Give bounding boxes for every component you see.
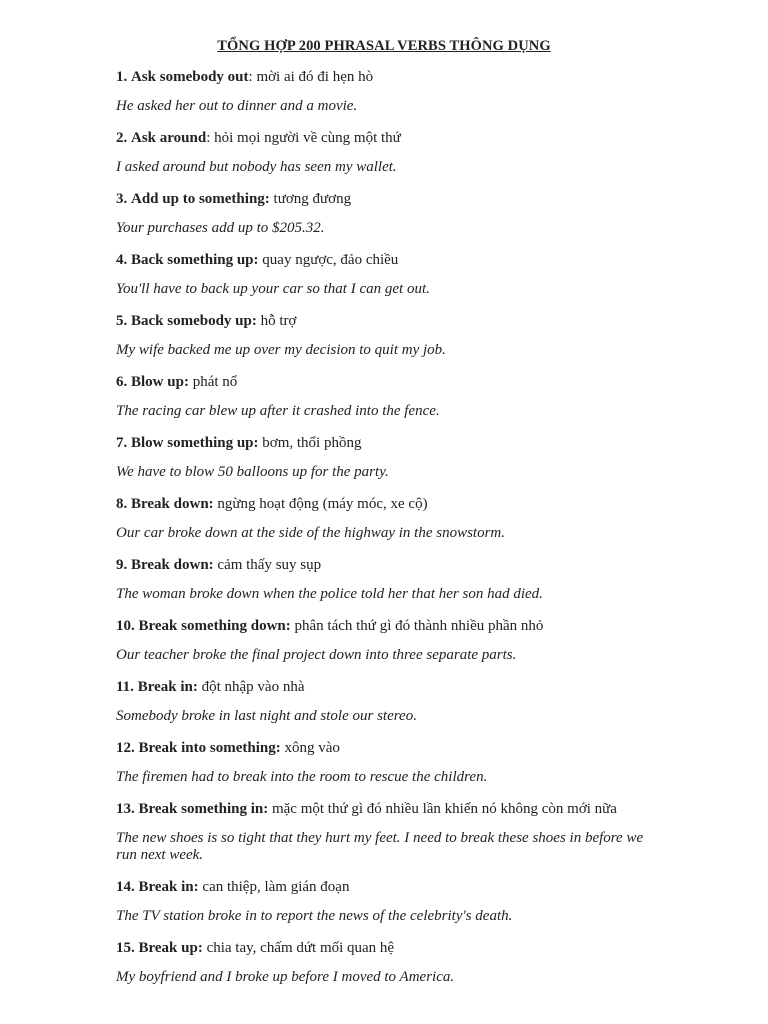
entry-separator: : bbox=[248, 69, 257, 85]
entry-number: 7. bbox=[116, 435, 128, 451]
entry-number: 6. bbox=[116, 374, 128, 390]
entry-term: Break in: bbox=[137, 679, 198, 695]
list-item bbox=[116, 67, 656, 115]
entry-number: 4. bbox=[116, 252, 128, 268]
list-item bbox=[116, 616, 656, 664]
entry-definition bbox=[116, 494, 656, 514]
entry-separator: : bbox=[206, 130, 215, 146]
entry-example: He asked her out to dinner and a movie. bbox=[116, 97, 358, 114]
entry-term: Ask somebody out bbox=[131, 69, 249, 85]
entry-number: 12. bbox=[116, 740, 135, 756]
entry-meaning: hỗ trợ bbox=[260, 313, 297, 329]
entry-term: Blow up: bbox=[131, 374, 189, 390]
entry-example: Somebody broke in last night and stole our stereo. bbox=[116, 707, 417, 724]
list-item bbox=[116, 189, 656, 237]
entry-meaning: đột nhập vào nhà bbox=[201, 679, 305, 695]
entry-term: Break into something: bbox=[138, 740, 281, 756]
entry-example: We have to blow 50 balloons up for the party. bbox=[116, 463, 389, 480]
entry-number: 13. bbox=[116, 801, 135, 817]
entry-example: The new shoes is so tight that they hurt my feet. I need to break these shoes in before we run next week. bbox=[116, 829, 644, 863]
entry-definition bbox=[116, 555, 656, 575]
entry-meaning: mặc một thứ gì đó nhiều lần khiến nó không còn mới nữa bbox=[271, 801, 617, 817]
entry-term: Back somebody up: bbox=[131, 313, 257, 329]
entry-definition bbox=[116, 677, 656, 697]
entry-definition bbox=[116, 372, 656, 392]
entry-example: The TV station broke in to report the news of the celebrity's death. bbox=[116, 907, 513, 924]
entry-number: 1. bbox=[116, 69, 128, 85]
list-item bbox=[116, 311, 656, 359]
entry-number: 8. bbox=[116, 496, 128, 512]
entry-example: Your purchases add up to $205.32. bbox=[116, 219, 325, 236]
entry-definition bbox=[116, 128, 656, 148]
entry-term: Break up: bbox=[138, 940, 203, 956]
entry-example: The woman broke down when the police told her that her son had died. bbox=[116, 585, 543, 602]
entry-term: Blow something up: bbox=[131, 435, 259, 451]
list-item bbox=[116, 677, 656, 725]
entry-number: 5. bbox=[116, 313, 128, 329]
entry-definition bbox=[116, 799, 656, 819]
list-item bbox=[116, 877, 656, 925]
list-item bbox=[116, 433, 656, 481]
entry-definition bbox=[116, 250, 656, 270]
entry-number: 9. bbox=[116, 557, 128, 573]
entry-term: Back something up: bbox=[131, 252, 259, 268]
list-item bbox=[116, 938, 656, 986]
entry-term: Break down: bbox=[131, 496, 214, 512]
entry-definition bbox=[116, 433, 656, 453]
entry-number: 14. bbox=[116, 879, 135, 895]
phrasal-verb-list bbox=[116, 67, 656, 999]
entry-number: 11. bbox=[116, 679, 134, 695]
entry-term: Add up to something: bbox=[131, 191, 270, 207]
entry-meaning: ngừng hoạt động (máy móc, xe cộ) bbox=[217, 496, 428, 512]
list-item bbox=[116, 799, 656, 864]
entry-number: 3. bbox=[116, 191, 128, 207]
entry-definition bbox=[116, 616, 656, 636]
entry-term: Break something down: bbox=[138, 618, 291, 634]
document-title: TỔNG HỢP 200 PHRASAL VERBS THÔNG DỤNG bbox=[217, 38, 551, 54]
entry-example: Our teacher broke the final project down into three separate parts. bbox=[116, 646, 517, 663]
entry-term: Break down: bbox=[131, 557, 214, 573]
entry-meaning: hỏi mọi người về cùng một thứ bbox=[214, 130, 401, 146]
entry-example: The racing car blew up after it crashed into the fence. bbox=[116, 402, 440, 419]
list-item bbox=[116, 494, 656, 542]
list-item bbox=[116, 372, 656, 420]
entry-example: My boyfriend and I broke up before I moved to America. bbox=[116, 968, 455, 985]
entry-example: The firemen had to break into the room to rescue the children. bbox=[116, 768, 488, 785]
list-item bbox=[116, 555, 656, 603]
entry-example: Our car broke down at the side of the highway in the snowstorm. bbox=[116, 524, 506, 541]
entry-definition bbox=[116, 311, 656, 331]
entry-meaning: chia tay, chấm dứt mối quan hệ bbox=[206, 940, 395, 956]
entry-meaning: can thiệp, làm gián đoạn bbox=[202, 879, 350, 895]
entry-term: Break in: bbox=[138, 879, 199, 895]
entry-example: You'll have to back up your car so that I can get out. bbox=[116, 280, 430, 297]
list-item bbox=[116, 250, 656, 298]
entry-term: Break something in: bbox=[138, 801, 269, 817]
entry-number: 15. bbox=[116, 940, 135, 956]
entry-meaning: bơm, thổi phồng bbox=[262, 435, 362, 451]
entry-meaning: phân tách thứ gì đó thành nhiều phần nhỏ bbox=[294, 618, 544, 634]
entry-definition bbox=[116, 738, 656, 758]
entry-meaning: xông vào bbox=[284, 740, 340, 756]
entry-meaning: tương đương bbox=[273, 191, 352, 207]
entry-meaning: phát nổ bbox=[192, 374, 238, 390]
list-item bbox=[116, 738, 656, 786]
entry-term: Ask around bbox=[131, 130, 207, 146]
entry-meaning: mời ai đó đi hẹn hò bbox=[256, 69, 374, 85]
entry-meaning: quay ngược, đảo chiều bbox=[262, 252, 399, 268]
entry-example: My wife backed me up over my decision to quit my job. bbox=[116, 341, 446, 358]
entry-number: 10. bbox=[116, 618, 135, 634]
entry-definition bbox=[116, 67, 656, 87]
list-item bbox=[116, 128, 656, 176]
entry-definition bbox=[116, 877, 656, 897]
entry-definition bbox=[116, 938, 656, 958]
entry-example: I asked around but nobody has seen my wallet. bbox=[116, 158, 397, 175]
entry-definition bbox=[116, 189, 656, 209]
entry-number: 2. bbox=[116, 130, 128, 146]
entry-meaning: cảm thấy suy sụp bbox=[217, 557, 322, 573]
